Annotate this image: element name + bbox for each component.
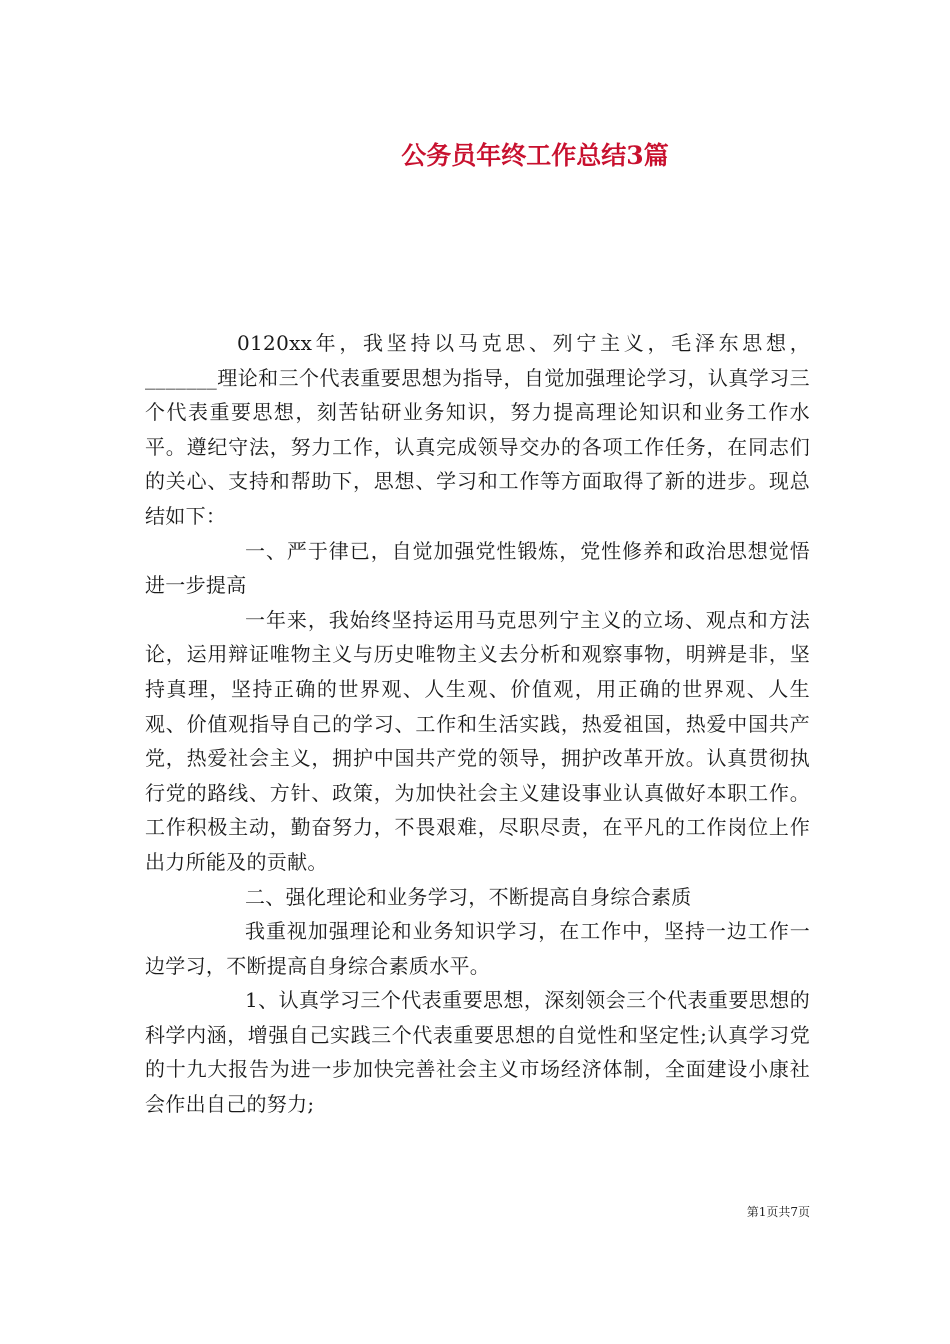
section-heading-2: 二、强化理论和业务学习，不断提高自身综合素质 — [245, 884, 692, 909]
document-body — [145, 326, 810, 1122]
document-title: 公务员年终工作总结3篇 — [401, 141, 669, 170]
paragraph-section-1: 一年来，我始终坚持运用马克思列宁主义的立场、观点和方法论，运用辩证唯物主义与历史唯物主义去分析和观察事物，明辨是非，坚持真理，坚持正确的世界观、人生观、价值观，用正确的世界观、人生观、价值观指导自己的学习、工作和生活实践，热爱祖国，热爱中国共产党，热爱社会主义，拥护中国共产党的领导，拥护改革开放。认真贯彻执行党的路线、方针、政策，为加快社会主义建设事业认真做好本职工作。工作积极主动，勤奋努力，不畏艰难，尽职尽责，在平凡的工作岗位上作出力所能及的贡献。 — [145, 607, 810, 874]
paragraph-intro: 0120xx年，我坚持以马克思、列宁主义，毛泽东思想，_______理论和三个代表重要思想为指导，自觉加强理论学习，认真学习三个代表重要思想，刻苦钻研业务知识，努力提高理论知识和业务工作水平。遵纪守法，努力工作，认真完成领导交办的各项工作任务，在同志们的关心、支持和帮助下，思想、学习和工作等方面取得了新的进步。现总结如下： — [145, 331, 810, 528]
section-heading-1: 一、严于律已，自觉加强党性锻炼，党性修养和政治思想觉悟进一步提高 — [145, 538, 810, 598]
page-number: 第1页共7页 — [746, 1205, 810, 1219]
paragraph-section-2: 我重视加强理论和业务知识学习，在工作中，坚持一边工作一边学习，不断提高自身综合素质水平。 — [145, 919, 810, 978]
paragraph-item-1: 1、认真学习三个代表重要思想，深刻领会三个代表重要思想的科学内涵，增强自己实践三个代表重要思想的自觉性和坚定性;认真学习党的十九大报告为进一步加快完善社会主义市场经济体制，全面建设小康社会作出自己的努力; — [145, 988, 810, 1117]
